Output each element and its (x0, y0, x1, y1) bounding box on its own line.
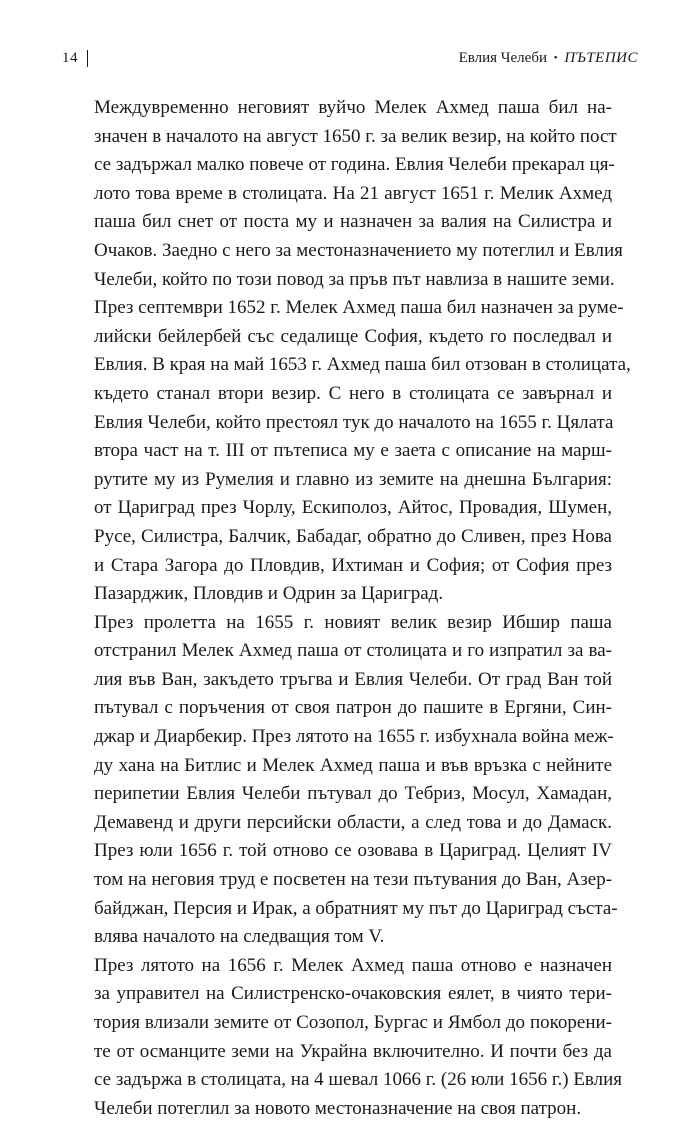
text-line: от Цариград през Чорлу, Ескиполоз, Айтос, Провадия, Шумен, (94, 497, 612, 519)
running-head-separator: • (553, 52, 558, 64)
text-line: През юли 1656 г. той отново се озовава в Цариград. Целият IV (94, 840, 612, 862)
text-line: влява началото на следващия том V. (94, 926, 385, 948)
text-line: Междувременно неговият вуйчо Мелек Ахмед паша бил на- (94, 97, 612, 118)
text-line: пътувал с поръчения от своя патрон до пашите в Ергяни, Син- (94, 697, 612, 719)
text-line: перипетии Евлия Челеби пътувал до Тебриз, Мосул, Хамадан, (94, 783, 612, 805)
running-head-book-title: ПЪТЕПИС (564, 50, 638, 66)
text-line: за управител на Силистренско-очаковския еялет, в чиято тери- (94, 983, 612, 1005)
text-line: Челеби потеглил за новото местоназначение на своя патрон. (94, 1097, 582, 1119)
header-divider (87, 50, 88, 67)
text-line: Пазарджик, Пловдив и Одрин за Цариград. (94, 583, 444, 605)
text-line: ду хана на Битлис и Мелек Ахмед паша и във връзка с нейните (94, 754, 612, 776)
text-line: Русе, Силистра, Балчик, Бабадаг, обратно до Сливен, през Нова (94, 525, 612, 547)
text-line: том на неговия труд е посветен на тези пътувания до Ван, Азер- (94, 869, 613, 891)
text-line: паша бил снет от поста му и назначен за валия на Силистра и (94, 211, 612, 233)
text-line: байджан, Персия и Ирак, а обратният му път до Цариград съста- (94, 897, 618, 919)
text-line: лия във Ван, закъдето тръгва и Евлия Челеби. От град Ван той (94, 668, 612, 690)
text-line: втора част на т. III от пътеписа му е заета с описание на марш- (94, 440, 612, 462)
running-head (459, 46, 638, 70)
text-line: се задържа в столицата, на 4 шевал 1066 г. (26 юли 1656 г.) Евлия (94, 1069, 623, 1091)
paragraph (62, 952, 623, 1123)
text-line: и Стара Загора до Пловдив, Ихтиман и София; от София през (94, 554, 612, 576)
text-line: те от османците земи на Украйна включително. И почти без да (94, 1040, 612, 1062)
text-line: Челеби, който по този повод за пръв път навлиза в нашите земи. (94, 268, 615, 290)
text-line: рутите му из Румелия и главно из земите на днешна България: (94, 468, 612, 490)
text-line: се задържал малко повече от година. Евлия Челеби прекарал ця- (94, 154, 615, 176)
text-line: където станал втори везир. С него в столицата се завърнал и (94, 382, 612, 404)
text-line: Евлия. В края на май 1653 г. Ахмед паша бил отзован в столицата, (94, 354, 631, 376)
page-number: 14 (62, 50, 78, 66)
text-line: тория влизали земите от Созопол, Бургас и Ямбол до покорени- (94, 1012, 612, 1033)
text-line: джар и Диарбекир. През лятото на 1655 г. избухнала война меж- (94, 726, 614, 748)
text-line: отстранил Мелек Ахмед паша от столицата и го изпратил за ва- (94, 640, 612, 662)
text-line: През пролетта на 1655 г. новият велик везир Ибшир паша (94, 611, 612, 633)
body-text (62, 94, 631, 1123)
running-head-author: Евлия Челеби (458, 50, 547, 66)
text-line: През лятото на 1656 г. Мелек Ахмед паша отново е назначен (94, 954, 612, 976)
text-line: Демавенд и други персийски области, а след това и до Дамаск. (94, 811, 612, 833)
text-line: Евлия Челеби, който престоял тук до началото на 1655 г. Цялата (94, 411, 614, 433)
text-line: През септември 1652 г. Мелек Ахмед паша бил назначен за руме- (94, 297, 624, 319)
paragraph (62, 609, 618, 952)
paragraph (62, 94, 631, 609)
page-header (62, 46, 638, 70)
text-line: лото това време в столицата. На 21 август 1651 г. Мелик Ахмед (94, 182, 612, 204)
text-line: лийски бейлербей със седалище София, където го последвал и (94, 325, 612, 347)
text-line: Очаков. Заедно с него за местоназначението му потеглил и Евлия (94, 239, 623, 261)
text-line: значен в началото на август 1650 г. за велик везир, на който пост (94, 125, 617, 147)
